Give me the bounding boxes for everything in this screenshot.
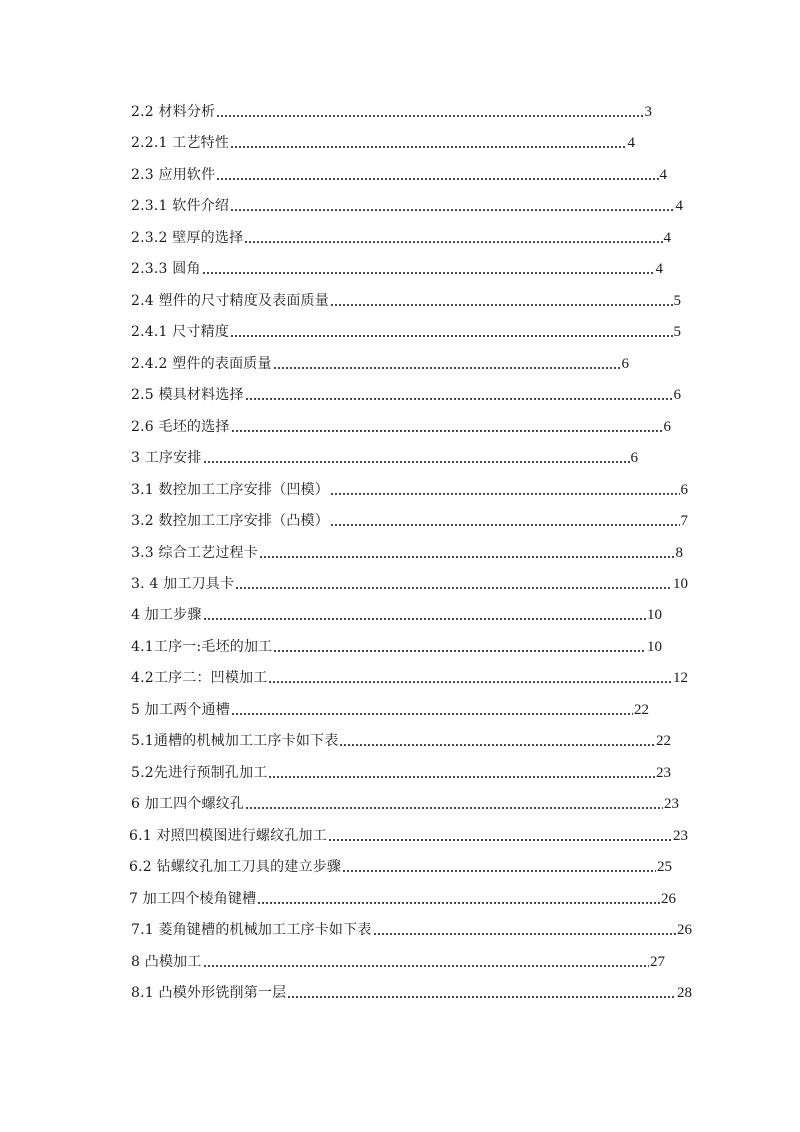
toc-entry[interactable] [131,699,649,721]
toc-entry-label: 2.4.1 尺寸精度 [131,324,230,340]
toc-entry[interactable] [131,510,688,532]
toc-entry[interactable] [131,321,681,343]
dot-leader [244,227,662,249]
toc-entry[interactable] [131,290,681,312]
toc-entry-page: 10 [673,576,688,592]
dot-leader [287,982,676,1004]
dot-leader [245,384,673,406]
toc-entry[interactable] [131,195,683,217]
toc-entry-page: 7 [680,513,688,529]
dot-leader [216,101,643,123]
toc-entry[interactable] [129,856,672,878]
dot-leader [259,542,675,564]
toc-entry[interactable] [131,793,679,815]
toc-entry-page: 4 [659,167,667,183]
toc-entry-label: 6.1 对照凹模图进行螺纹孔加工 [129,828,327,844]
toc-entry[interactable] [131,636,662,658]
toc-entry-page: 27 [650,954,665,970]
toc-entry-label: 3 工序安排 [131,450,202,466]
toc-entry[interactable] [131,667,688,689]
dot-leader [273,353,621,375]
toc-entry-page: 5 [673,324,681,340]
dot-leader [330,510,680,532]
toc-entry-page: 10 [647,607,662,623]
dot-leader [373,919,676,941]
toc-entry-label: 7 加工四个棱角键槽 [129,891,257,907]
toc-entry[interactable] [131,919,692,941]
toc-entry-page: 26 [677,922,692,938]
toc-entry-label: 6 加工四个螺纹孔 [131,796,245,812]
toc-entry-label: 2.5 模具材料选择 [131,387,244,403]
toc-entry[interactable] [131,132,635,154]
toc-entry-page: 6 [673,387,681,403]
toc-entry-label: 4.1工序一:毛坯的加工 [131,639,273,655]
toc-entry-page: 12 [673,670,688,686]
toc-entry-page: 26 [661,891,676,907]
toc-entry-page: 8 [675,545,683,561]
dot-leader [245,793,663,815]
dot-leader [268,667,672,689]
toc-entry-page: 22 [634,702,649,718]
toc-entry-label: 3. 4 加工刀具卡 [131,576,235,592]
toc-entry[interactable] [131,164,667,186]
dot-leader [230,195,674,217]
toc-entry[interactable] [131,542,683,564]
dot-leader [230,132,626,154]
toc-entry-page: 6 [663,419,671,435]
toc-entry-page: 4 [655,261,663,277]
toc-entry-label: 5 加工两个通槽 [131,702,230,718]
toc-entry-label: 2.2 材料分析 [131,104,216,120]
toc-entry-page: 4 [675,198,683,214]
toc-entry-label: 2.3.2 壁厚的选择 [131,230,244,246]
dot-leader [330,290,673,312]
toc-entry-label: 2.3.1 软件介绍 [131,198,230,214]
toc-entry-label: 5.1通槽的机械加工工序卡如下表 [131,733,339,749]
dot-leader [203,604,646,626]
toc-entry[interactable] [131,951,665,973]
toc-entry[interactable] [131,762,671,784]
toc-entry[interactable] [131,258,663,280]
dot-leader [203,951,649,973]
dot-leader [328,825,672,847]
toc-entry[interactable] [131,479,688,501]
toc-entry-page: 25 [657,859,672,875]
toc-entry-page: 22 [656,733,671,749]
toc-entry[interactable] [131,101,652,123]
toc-entry[interactable] [131,982,692,1004]
toc-entry-label: 4.2工序二：凹模加工 [131,670,268,686]
toc-entry-label: 2.6 毛坯的选择 [131,419,230,435]
toc-entry-page: 23 [664,796,679,812]
toc-entry-label: 2.3 应用软件 [131,167,216,183]
dot-leader [342,856,656,878]
dot-leader [231,699,633,721]
toc-entry[interactable] [131,573,688,595]
toc-entry-page: 10 [647,639,662,655]
dot-leader [216,164,658,186]
toc-entry[interactable] [131,416,671,438]
toc-entry[interactable] [131,353,629,375]
toc-entry-label: 2.4 塑件的尺寸精度及表面质量 [131,293,329,309]
dot-leader [202,258,655,280]
dot-leader [268,762,655,784]
toc-entry-page: 3 [644,104,652,120]
toc-entry[interactable] [129,888,676,910]
toc-entry[interactable] [131,730,671,752]
dot-leader [235,573,672,595]
toc-entry[interactable] [131,447,638,469]
toc-entry-label: 4 加工步骤 [131,607,202,623]
dot-leader [203,447,630,469]
toc-entry[interactable] [131,384,681,406]
toc-entry-page: 4 [663,230,671,246]
toc-entry[interactable] [131,227,671,249]
toc-entry-page: 23 [673,828,688,844]
dot-leader [273,636,646,658]
toc-entry-page: 6 [630,450,638,466]
toc-entry-label: 6.2 钻螺纹孔加工刀具的建立步骤 [129,859,342,875]
toc-entry-label: 3.3 综合工艺过程卡 [131,545,258,561]
toc-entry-label: 7.1 菱角键槽的机械加工工序卡如下表 [131,922,372,938]
dot-leader [257,888,660,910]
toc-entry-label: 8.1 凸模外形铣削第一层 [131,985,287,1001]
toc-entry-label: 3.1 数控加工工序安排（凹模） [131,482,329,498]
dot-leader [339,730,655,752]
dot-leader [230,321,672,343]
toc-entry-label: 8 凸模加工 [131,954,202,970]
toc-entry[interactable] [129,825,688,847]
toc-entry[interactable] [131,604,662,626]
toc-entry-page: 6 [680,482,688,498]
toc-entry-page: 5 [673,293,681,309]
toc-entry-label: 2.4.2 塑件的表面质量 [131,356,272,372]
toc-entry-page: 28 [677,985,692,1001]
toc-entry-label: 2.2.1 工艺特性 [131,135,230,151]
toc-entry-page: 4 [627,135,635,151]
toc-entry-page: 6 [621,356,629,372]
toc-entry-label: 5.2先进行预制孔加工 [131,765,268,781]
dot-leader [330,479,680,501]
toc-entry-label: 3.2 数控加工工序安排（凸模） [131,513,329,529]
toc-entry-page: 23 [656,765,671,781]
dot-leader [231,416,663,438]
toc-entry-label: 2.3.3 圆角 [131,261,201,277]
